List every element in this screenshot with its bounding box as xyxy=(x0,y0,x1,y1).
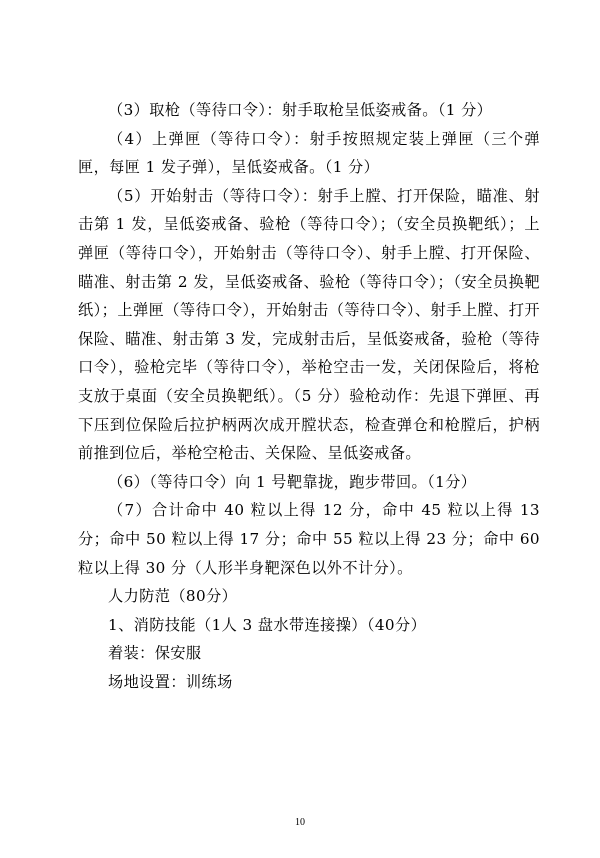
paragraph-step-7: （7）合计命中 40 粒以上得 12 分，命中 45 粒以上得 13 分；命中 50 粒以上得 17 分；命中 55 粒以上得 23 分；命中 60 粒以上得 30 分（人形半身靶深色以外不计分）。 xyxy=(78,501,540,577)
paragraph-step-3: （3）取枪（等待口令）：射手取枪呈低姿戒备。（1 分） xyxy=(108,101,493,119)
paragraph-venue: 场地设置：训练场 xyxy=(108,672,233,691)
subsection-heading-fire-skills: 1、消防技能（1人 3 盘水带连接操）（40分） xyxy=(108,615,427,634)
paragraph-attire: 着装：保安服 xyxy=(108,644,202,663)
paragraph-step-5: （5）开始射击（等待口令）：射手上膛、打开保险，瞄准、射击第 1 发，呈低姿戒备、验枪（等待口令）；（安全员换靶纸）；上弹匣（等待口令），开始射击（等待口令）、射手上膛、打开保险、瞄准、射击第 2 发，呈低姿戒备、验枪（等待口令）；（安全员换靶纸）；上弹匣（等待口令），开始射击（等待口令）、射手上膛、打开保险、瞄准、射击第 3 发，完成射击后，呈低姿戒备，验枪（等待口令），验枪完毕（等待口令），举枪空击一发，关闭保险后，将枪支放于桌面（安全员换靶纸）。（5 分）验枪动作：先退下弹匣、再下压到位保险后拉护柄两次成开膛状态，检查弹仓和枪膛后，护柄前推到位后，举枪空枪击、关保险、呈低姿戒备。 xyxy=(78,186,540,463)
paragraph-step-4: （4）上弹匣（等待口令）：射手按照规定装上弹匣（三个弹匣，每匣 1 发子弹），呈低姿戒备。（1 分） xyxy=(78,129,540,177)
page-number: 10 xyxy=(295,817,305,828)
paragraph-step-6: （6）（等待口令）向 1 号靶靠拢，跑步带回。（1分） xyxy=(108,472,477,491)
document-body xyxy=(78,96,540,696)
section-heading-human-defense: 人力防范（80分） xyxy=(108,587,238,606)
